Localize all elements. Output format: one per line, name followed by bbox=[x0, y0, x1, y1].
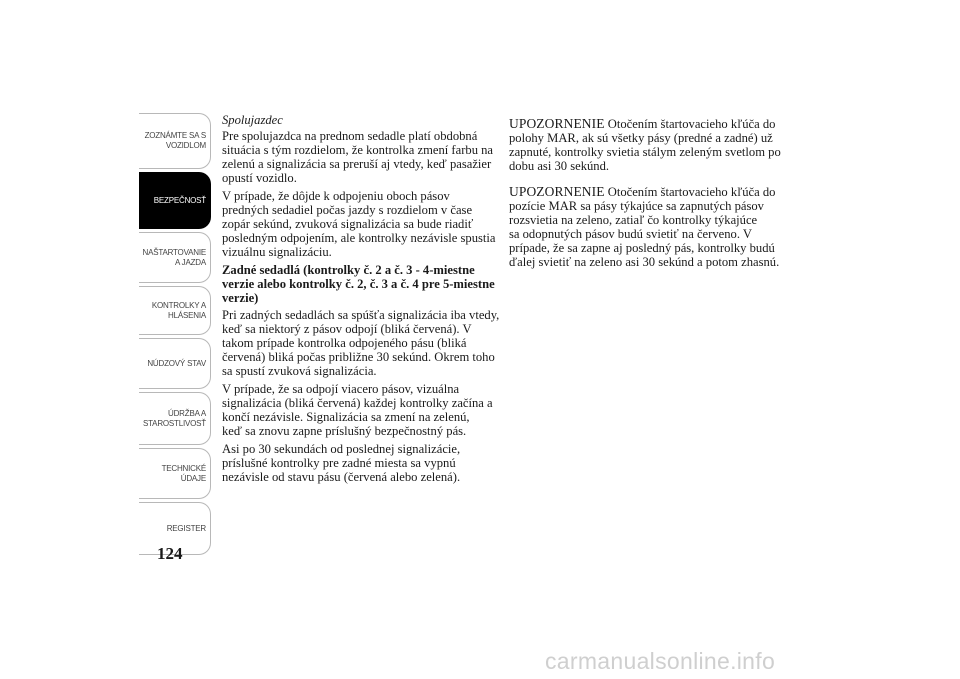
paragraph-front-passenger bbox=[222, 129, 494, 185]
heading-line: verzie alebo kontrolky č. 2, č. 3 a č. 4 pre 5-miestne bbox=[222, 277, 495, 291]
tab-label-line2: ÚDAJE bbox=[180, 473, 206, 483]
text-line: zelenú a signalizácia sa preruší aj vtedy, keď pasažier bbox=[222, 157, 492, 171]
warning-note-2 bbox=[509, 185, 781, 269]
text-line: polohy MAR, ak sú všetky pásy (predné a zadné) už bbox=[509, 131, 773, 145]
paragraph-rear-seats bbox=[222, 308, 500, 378]
warning-label: UPOZORNENIE bbox=[509, 116, 605, 131]
tab-label-line2: A JAZDA bbox=[174, 257, 206, 267]
tab-label-line1: ZOZNÁMTE SA S bbox=[144, 131, 206, 140]
text-fragment: Otočením štartovacieho kľúča do bbox=[604, 185, 776, 199]
text-line: keď sa niektorý z pásov odpojí (bliká červená). V bbox=[222, 322, 472, 336]
text-line: ďalej svietiť na zeleno asi 30 sekúnd a potom zhasnú. bbox=[509, 255, 780, 269]
heading-line: verzie) bbox=[222, 291, 259, 305]
text-line: sa spustí zvuková signalizácia. bbox=[222, 364, 377, 378]
chapter-tabs bbox=[139, 113, 211, 558]
warning-note-1 bbox=[509, 117, 781, 173]
paragraph-after-30-seconds bbox=[222, 442, 494, 484]
page-number: 124 bbox=[157, 544, 183, 563]
text-line: dobu asi 30 sekúnd. bbox=[509, 159, 610, 173]
text-line: príslušné kontrolky pre zadné miesta sa vypnú bbox=[222, 456, 456, 470]
text-line: pozície MAR sa pásy týkajúce sa zapnutých pásov bbox=[509, 199, 764, 213]
text-line: takom prípade kontrolka odpojeného pásu (bliká bbox=[222, 336, 467, 350]
tab-label-line1: TECHNICKÉ bbox=[161, 463, 206, 473]
text-line: rozsvietia na zeleno, zatiaľ čo kontrolky týkajúce bbox=[509, 213, 758, 227]
text-line: vizuálnu signalizáciu. bbox=[222, 245, 332, 259]
tab-label-line1: REGISTER bbox=[166, 523, 206, 533]
tab-label-line1: BEZPEČNOSŤ bbox=[153, 195, 206, 205]
tab-label-line2: STAROSTLIVOSŤ bbox=[142, 418, 206, 428]
tab-label-line2: HLÁSENIA bbox=[168, 310, 206, 320]
text-line: V prípade, že sa odpojí viacero pásov, vizuálna bbox=[222, 382, 460, 396]
warning-first-line bbox=[509, 117, 781, 131]
tab-label-line1: NÚDZOVÝ STAV bbox=[147, 358, 206, 368]
section-heading-rear-seats bbox=[222, 263, 494, 305]
tab-label-line1: ÚDRŽBA A bbox=[168, 408, 206, 418]
text-line: predných sedadiel počas jazdy s rozdielom v čase bbox=[222, 203, 473, 217]
text-line: zopár sekúnd, zvuková signalizácia sa bude riadiť bbox=[222, 217, 474, 231]
text-line: opustí vozidlo. bbox=[222, 171, 297, 185]
tab-emergency[interactable] bbox=[139, 338, 211, 389]
tab-label-line1: KONTROLKY A bbox=[151, 300, 206, 310]
tab-getting-to-know-vehicle[interactable] bbox=[139, 113, 211, 169]
warning-first-line bbox=[509, 185, 781, 199]
tab-label-line1: NAŠTARTOVANIE bbox=[142, 247, 206, 257]
watermark: carmanualsonline.info bbox=[545, 648, 776, 674]
text-line: prípade, že sa zapne aj posledný pás, kontrolky budú bbox=[509, 241, 775, 255]
tab-safety[interactable] bbox=[139, 172, 211, 229]
text-line: končí nezávisle. Signalizácia sa zmení na zelenú, bbox=[222, 410, 470, 424]
right-column bbox=[509, 117, 781, 281]
tab-maintenance-and-care[interactable] bbox=[139, 392, 211, 445]
tab-starting-and-driving[interactable] bbox=[139, 232, 211, 283]
section-subtitle: Spolujazdec bbox=[222, 113, 283, 127]
text-line: Asi po 30 sekundách od poslednej signalizácie, bbox=[222, 442, 461, 456]
left-column bbox=[222, 113, 500, 488]
text-line: sa odopnutých pásov budú svietiť na červeno. V bbox=[509, 227, 752, 241]
heading-line: Zadné sedadlá (kontrolky č. 2 a č. 3 - 4-miestne bbox=[222, 263, 475, 277]
text-line: Pri zadných sedadlách sa spúšťa signalizácia iba vtedy, bbox=[222, 308, 500, 322]
text-line: zapnuté, kontrolky svietia stálym zeleným svetlom po bbox=[509, 145, 781, 159]
paragraph-both-belts bbox=[222, 189, 494, 259]
warning-label: UPOZORNENIE bbox=[509, 184, 605, 199]
text-line: signalizácia (bliká červená) každej kontrolky začína a bbox=[222, 396, 493, 410]
text-fragment: Otočením štartovacieho kľúča do bbox=[604, 117, 776, 131]
paragraph-multiple-belts bbox=[222, 382, 494, 438]
text-line: V prípade, že dôjde k odpojeniu oboch pásov bbox=[222, 189, 450, 203]
text-line: situácia s tým rozdielom, že kontrolka zmení farbu na bbox=[222, 143, 494, 157]
text-line: červená) bliká počas približne 30 sekúnd. Okrem toho bbox=[222, 350, 495, 364]
text-line: Pre spolujazdca na prednom sedadle platí obdobná bbox=[222, 129, 478, 143]
tab-warning-lights-and-messages[interactable] bbox=[139, 286, 211, 335]
text-line: nezávisle od stavu pásu (červená alebo zelená). bbox=[222, 470, 461, 484]
tab-label-line2: VOZIDLOM bbox=[165, 141, 206, 150]
text-line: posledným odpojením, ale kontrolky nezávisle spustia bbox=[222, 231, 496, 245]
tab-technical-data[interactable] bbox=[139, 448, 211, 499]
text-line: keď sa znovu zapne príslušný bezpečnostný pás. bbox=[222, 424, 467, 438]
